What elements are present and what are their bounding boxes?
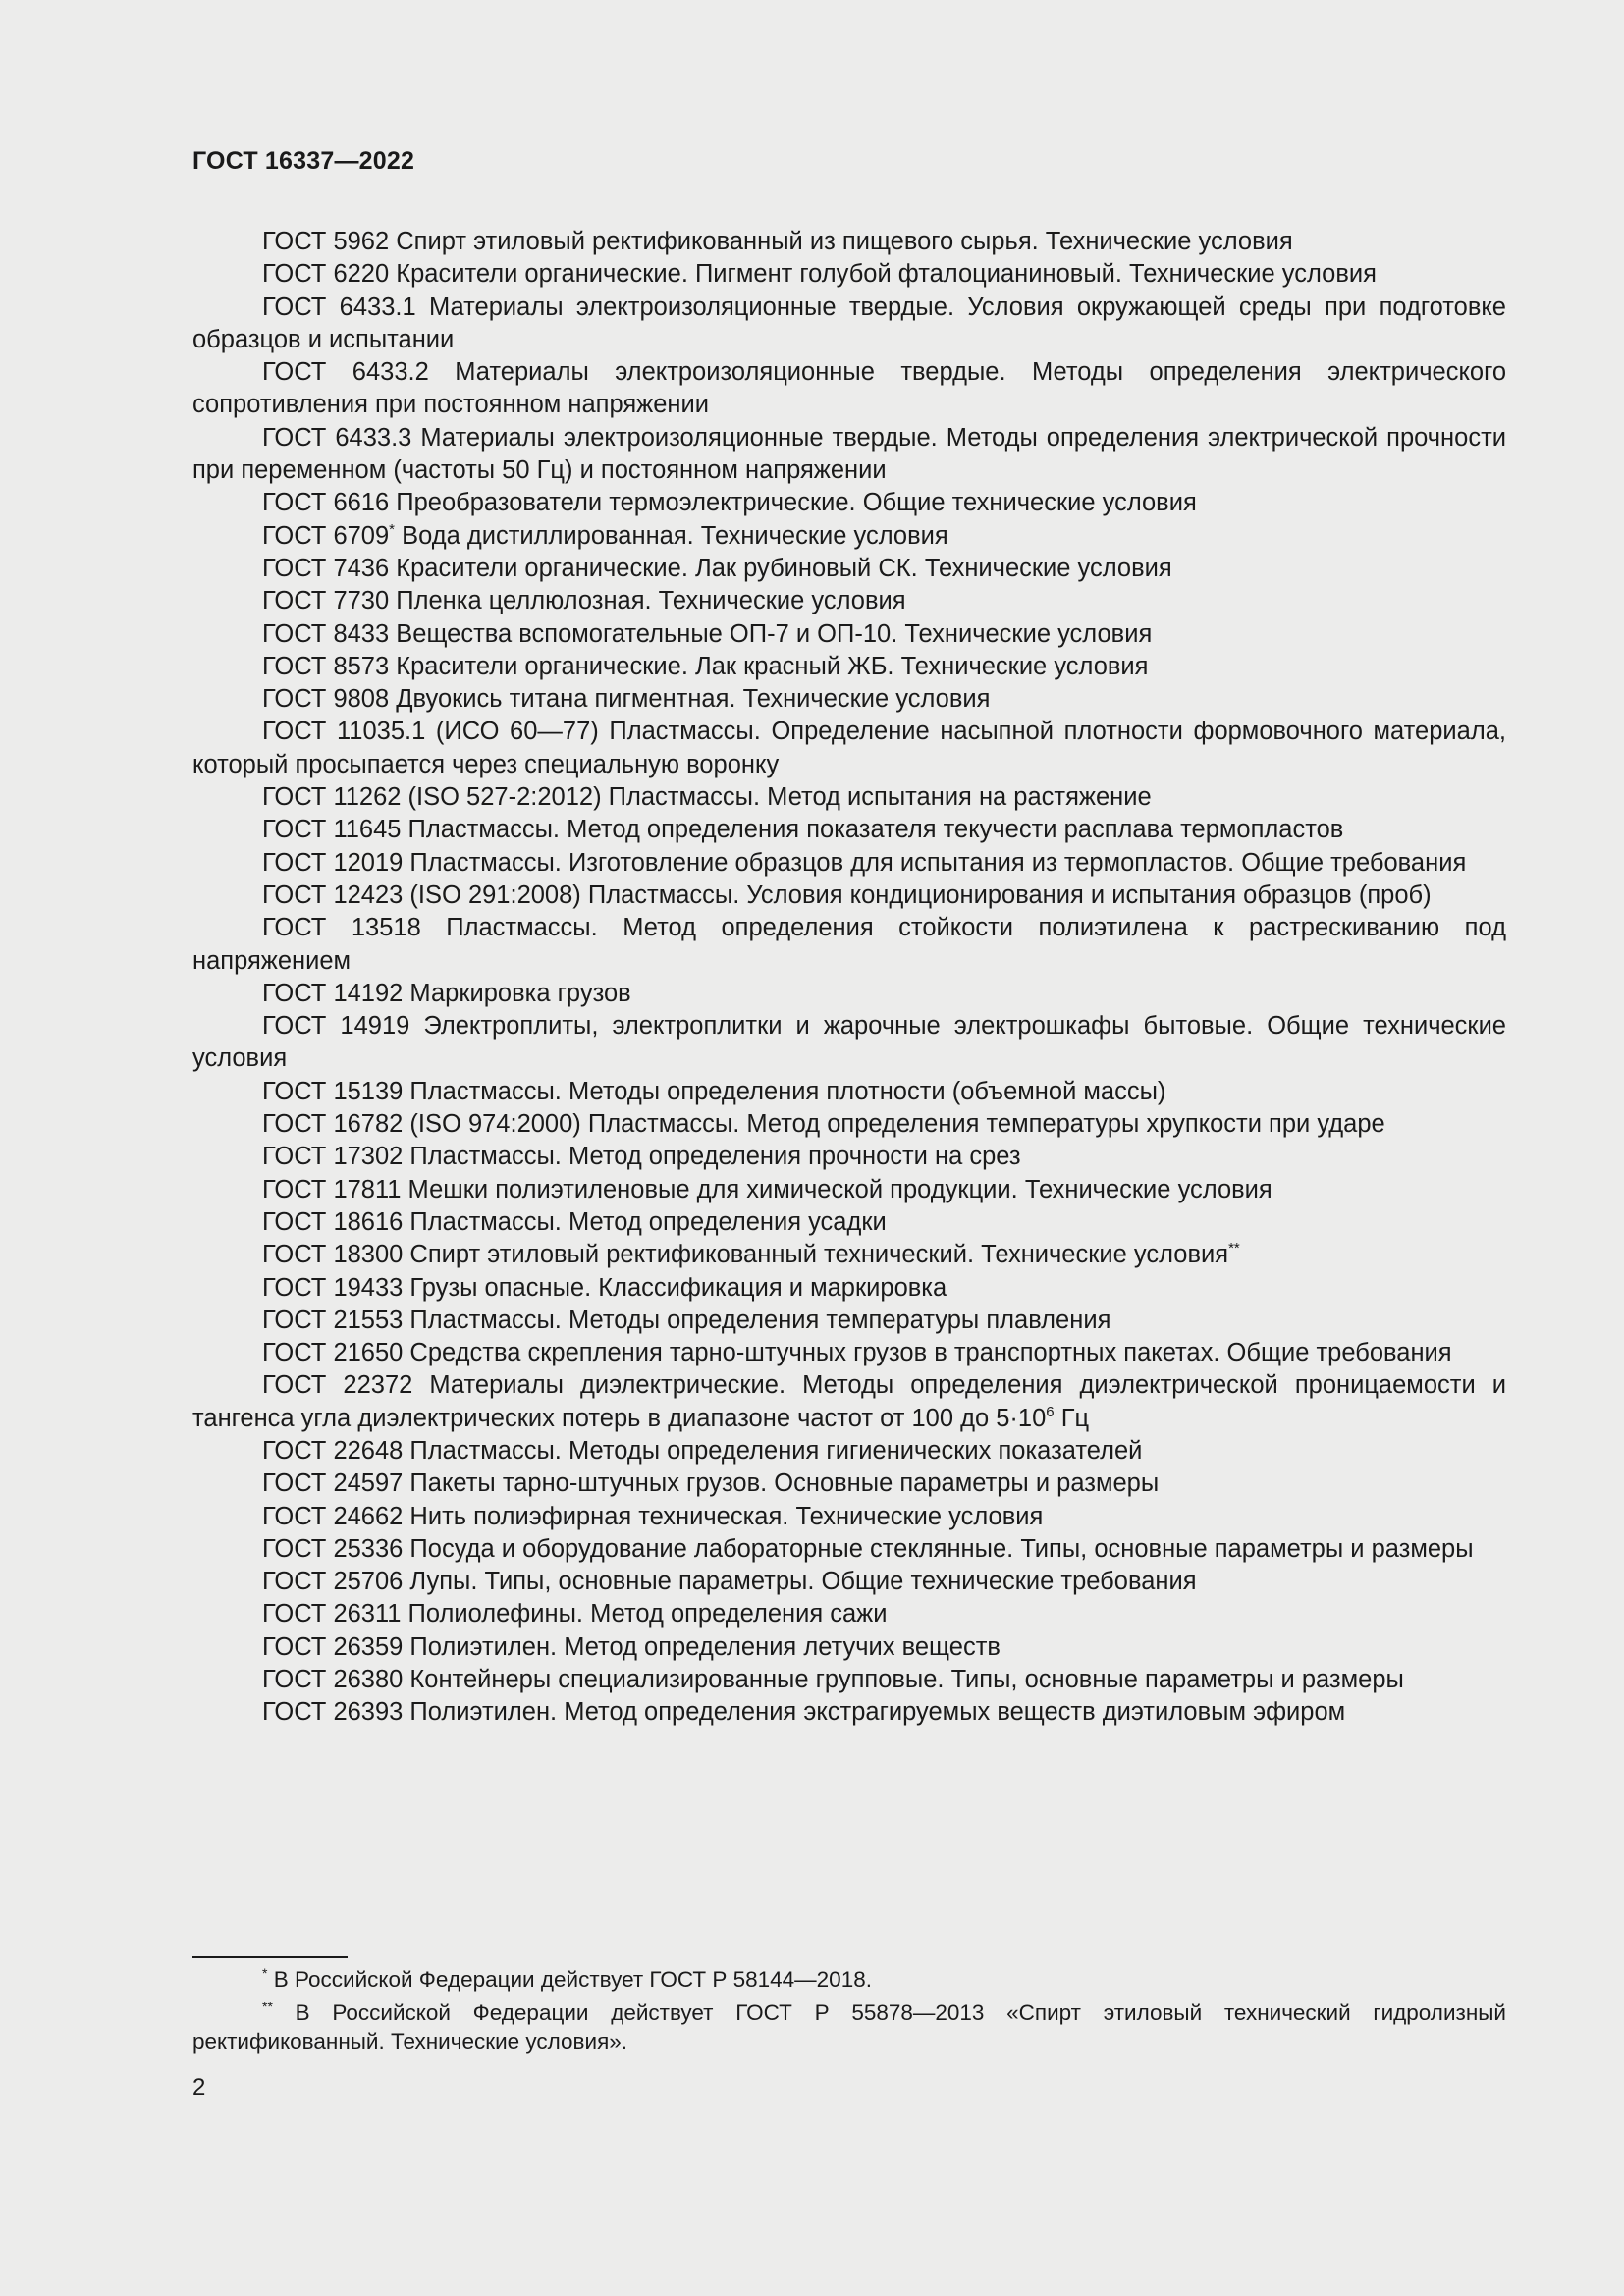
reference-text: ГОСТ 7730 Пленка целлюлозная. Технические условия: [262, 587, 906, 615]
reference-text: ГОСТ 12423 (ISO 291:2008) Пластмассы. Условия кондиционирования и испытания образцов (проб): [262, 881, 1432, 909]
footnote-item: [192, 1965, 1506, 1994]
reference-text: ГОСТ 21650 Средства скрепления тарно-штучных грузов в транспортных пакетах. Общие требования: [262, 1339, 1452, 1367]
reference-item: [192, 1272, 1506, 1305]
reference-item: [192, 292, 1506, 357]
reference-item: [192, 1337, 1506, 1369]
reference-text: ГОСТ 25336 Посуда и оборудование лабораторные стеклянные. Типы, основные параметры и размеры: [262, 1534, 1474, 1563]
reference-text: ГОСТ 26311 Полиолефины. Метод определения сажи: [262, 1600, 888, 1629]
reference-item: [192, 683, 1506, 716]
reference-item: [192, 1696, 1506, 1729]
footnote-mark: 6: [1046, 1403, 1055, 1420]
footnote-text: В Российской Федерации действует ГОСТ Р 55878—2013 «Спирт этиловый технический гидролизный ректификованный. Технические условия».: [192, 2001, 1506, 2054]
reference-text: ГОСТ 26359 Полиэтилен. Метод определения летучих веществ: [262, 1632, 1001, 1661]
reference-text: ГОСТ 14919 Электроплиты, электроплитки и жарочные электрошкафы бытовые. Общие технические условия: [192, 1012, 1506, 1073]
footnote-mark: *: [389, 520, 396, 538]
reference-text: ГОСТ 17302 Пластмассы. Метод определения прочности на срез: [262, 1143, 1021, 1171]
reference-text: ГОСТ 24662 Нить полиэфирная техническая. Технические условия: [262, 1502, 1044, 1530]
reference-text: ГОСТ 16782 (ISO 974:2000) Пластмассы. Метод определения температуры хрупкости при ударе: [262, 1110, 1385, 1139]
reference-text: ГОСТ 6709: [262, 521, 390, 550]
reference-text: ГОСТ 24597 Пакеты тарно-штучных грузов. Основные параметры и размеры: [262, 1469, 1160, 1498]
reference-item: [192, 1533, 1506, 1566]
reference-item: [192, 1076, 1506, 1108]
reference-text: ГОСТ 9808 Двуокись титана пигментная. Технические условия: [262, 685, 991, 714]
reference-item: [192, 226, 1506, 258]
reference-text: ГОСТ 22648 Пластмассы. Методы определения гигиенических показателей: [262, 1436, 1143, 1465]
reference-item: [192, 847, 1506, 880]
reference-text: ГОСТ 6433.1 Материалы электроизоляционные твердые. Условия окружающей среды при подготовке образцов и испытании: [192, 293, 1506, 353]
reference-text: ГОСТ 6616 Преобразователи термоэлектрические. Общие технические условия: [262, 489, 1197, 517]
reference-text: ГОСТ 6433.2 Материалы электроизоляционные твердые. Методы определения электрического сопротивления при постоянном напряжении: [192, 358, 1506, 419]
reference-text: ГОСТ 17811 Мешки полиэтиленовые для химической продукции. Технические условия: [262, 1175, 1272, 1203]
reference-item: [192, 1239, 1506, 1271]
reference-text: ГОСТ 11035.1 (ИСО 60—77) Пластмассы. Определение насыпной плотности формовочного материала, который просыпается через специальную воронку: [192, 718, 1506, 778]
reference-item: [192, 258, 1506, 291]
reference-item: [192, 1566, 1506, 1598]
reference-item: [192, 1664, 1506, 1696]
reference-text-tail: Вода дистиллированная. Технические условия: [395, 521, 948, 550]
footnote-separator: [192, 1956, 348, 1958]
reference-item: [192, 1501, 1506, 1533]
footnote-mark: *: [262, 1965, 268, 1981]
reference-item: [192, 1010, 1506, 1076]
reference-item: [192, 422, 1506, 488]
reference-text: ГОСТ 19433 Грузы опасные. Классификация и маркировка: [262, 1273, 947, 1302]
reference-text: ГОСТ 11262 (ISO 527-2:2012) Пластмассы. Метод испытания на растяжение: [262, 783, 1152, 812]
reference-item: [192, 880, 1506, 912]
normative-references-list: [192, 226, 1506, 1730]
reference-item: [192, 1369, 1506, 1435]
reference-item: [192, 978, 1506, 1010]
document-header: ГОСТ 16337—2022: [192, 147, 415, 175]
reference-text: ГОСТ 12019 Пластмассы. Изготовление образцов для испытания из термопластов. Общие требования: [262, 848, 1467, 877]
reference-text: ГОСТ 13518 Пластмассы. Метод определения стойкости полиэтилена к растрескиванию под напряжением: [192, 914, 1506, 975]
reference-item: [192, 356, 1506, 422]
reference-item: [192, 520, 1506, 553]
reference-item: [192, 1141, 1506, 1173]
reference-text: ГОСТ 25706 Лупы. Типы, основные параметры. Общие технические требования: [262, 1568, 1197, 1596]
reference-item: [192, 1108, 1506, 1141]
reference-item: [192, 1174, 1506, 1206]
footnote-text: В Российской Федерации действует ГОСТ Р 58144—2018.: [267, 1967, 872, 1992]
reference-item: [192, 1468, 1506, 1500]
reference-text: ГОСТ 8433 Вещества вспомогательные ОП-7 и ОП-10. Технические условия: [262, 619, 1153, 648]
reference-item: [192, 912, 1506, 978]
reference-item: [192, 814, 1506, 846]
footnote-mark: **: [262, 1999, 273, 2014]
reference-item: [192, 716, 1506, 781]
reference-item: [192, 585, 1506, 617]
reference-text: ГОСТ 11645 Пластмассы. Метод определения показателя текучести расплава термопластов: [262, 816, 1344, 844]
reference-text: ГОСТ 22372 Материалы диэлектрические. Методы определения диэлектрической проницаемости и тангенса угла диэлектрических потерь в диапазоне частот от 100 до 5·10: [192, 1371, 1506, 1432]
footnote-mark: **: [1228, 1240, 1240, 1257]
reference-text: ГОСТ 7436 Красители органические. Лак рубиновый СК. Технические условия: [262, 554, 1172, 582]
reference-item: [192, 651, 1506, 683]
reference-item: [192, 1435, 1506, 1468]
page-number: 2: [192, 2074, 206, 2101]
reference-text: ГОСТ 5962 Спирт этиловый ректификованный из пищевого сырья. Технические условия: [262, 228, 1293, 255]
reference-item: [192, 553, 1506, 585]
reference-text: ГОСТ 14192 Маркировка грузов: [262, 979, 631, 1007]
reference-text: ГОСТ 21553 Пластмассы. Методы определения температуры плавления: [262, 1306, 1111, 1334]
reference-item: [192, 487, 1506, 519]
reference-text-tail: Гц: [1054, 1404, 1090, 1432]
reference-item: [192, 1305, 1506, 1337]
reference-text: ГОСТ 8573 Красители органические. Лак красный ЖБ. Технические условия: [262, 652, 1149, 680]
reference-item: [192, 1206, 1506, 1239]
footnotes: [192, 1965, 1506, 2060]
reference-text: ГОСТ 26393 Полиэтилен. Метод определения экстрагируемых веществ диэтиловым эфиром: [262, 1698, 1346, 1727]
reference-item: [192, 1598, 1506, 1630]
reference-item: [192, 781, 1506, 814]
footnote-item: [192, 1999, 1506, 2056]
reference-text: ГОСТ 15139 Пластмассы. Методы определения плотности (объемной массы): [262, 1077, 1166, 1105]
reference-text: ГОСТ 18616 Пластмассы. Метод определения усадки: [262, 1207, 887, 1236]
reference-text: ГОСТ 18300 Спирт этиловый ректификованный технический. Технические условия: [262, 1241, 1229, 1269]
reference-item: [192, 618, 1506, 651]
reference-text: ГОСТ 6433.3 Материалы электроизоляционные твердые. Методы определения электрической прочности при переменном (частоты 50 Гц) и постоянном напряжении: [192, 423, 1506, 485]
reference-text: ГОСТ 26380 Контейнеры специализированные групповые. Типы, основные параметры и размеры: [262, 1666, 1404, 1694]
reference-item: [192, 1631, 1506, 1664]
reference-text: ГОСТ 6220 Красители органические. Пигмент голубой фталоцианиновый. Технические условия: [262, 260, 1377, 289]
